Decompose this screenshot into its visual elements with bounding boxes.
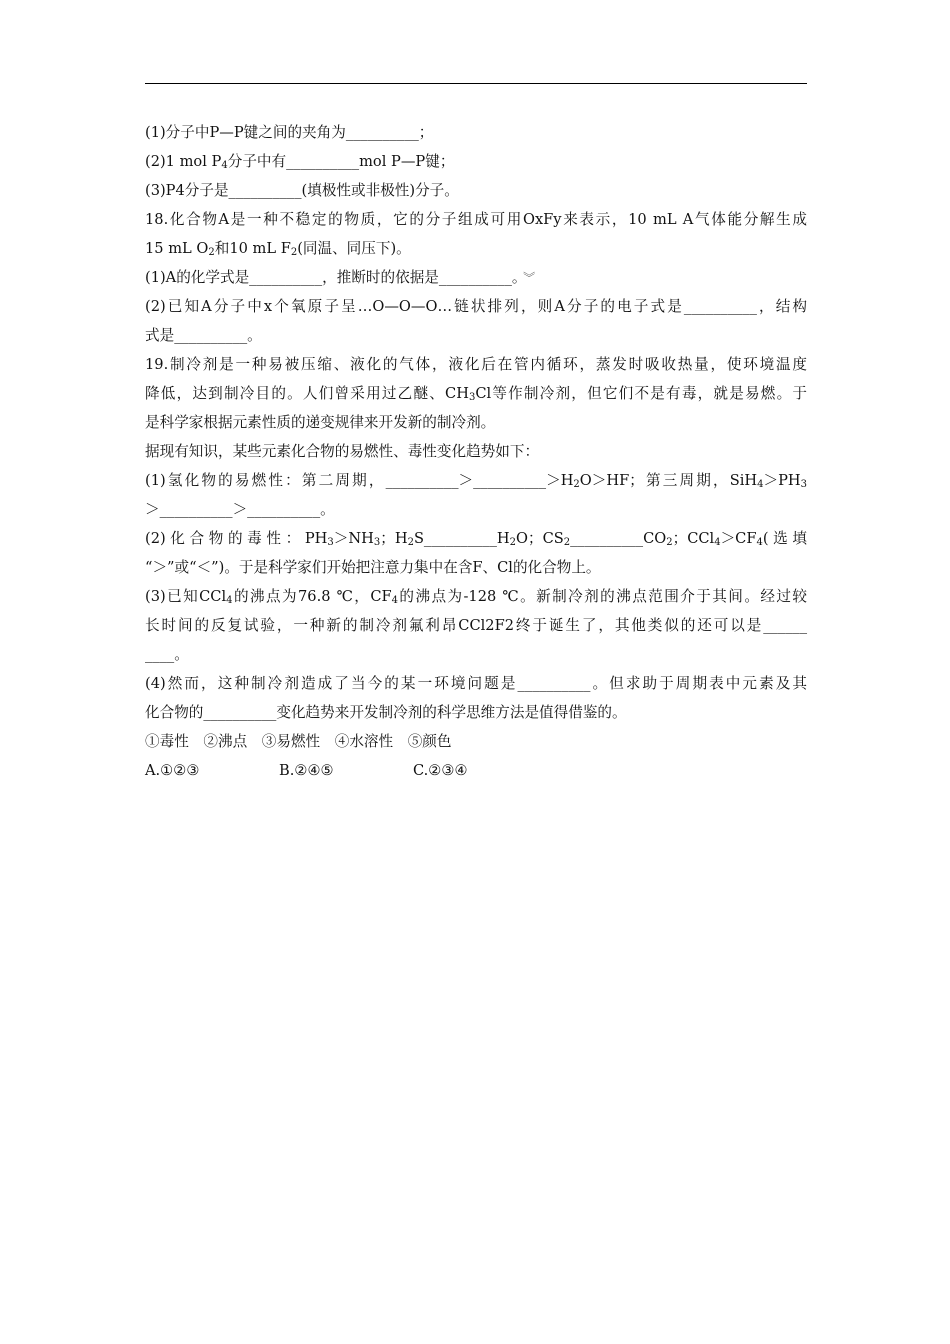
q19-part1-line1 [145, 466, 807, 495]
subscript: 4 [226, 595, 233, 606]
double-chevron-down-icon: ︾ [523, 271, 536, 285]
text: (3)已知CCl [145, 588, 227, 605]
text: 长时间的反复试验，一种新的制冷剂氟利昂CCl2F2终于诞生了，其他类似的还可以是______ [145, 617, 807, 634]
text: 式是__________。 [145, 327, 262, 344]
text: 的沸点为-128 ℃。新制冷剂的沸点范围介于其间。经过较 [398, 588, 807, 605]
subscript: 3 [468, 392, 476, 403]
subscript: 2 [509, 537, 517, 548]
subscript: 2 [407, 537, 414, 548]
text: 和10 mL F [214, 240, 291, 257]
text: (1)A的化学式是__________，推断时的依据是__________。 [145, 269, 520, 286]
text: __________CO [570, 530, 667, 547]
text: ＞__________＞__________。 [145, 501, 335, 518]
text: 18.化合物A是一种不稳定的物质，它的分子组成可用OxFy来表示，10 mL A气体能分解生成 [145, 211, 807, 228]
text: 据现有知识，某些元素化合物的易燃性、毒性变化趋势如下： [145, 443, 540, 460]
subscript: 3 [800, 479, 807, 490]
q18-stem-line2 [145, 234, 807, 263]
option-a: A.①②③ [145, 762, 200, 779]
q18-part2-line2 [145, 321, 807, 350]
q19-part1-line2 [145, 495, 807, 524]
q17-part2 [145, 147, 807, 176]
subscript: 3 [327, 537, 334, 548]
q17-part3 [145, 176, 807, 205]
subscript: 2 [573, 479, 580, 490]
subscript: 4 [756, 537, 763, 548]
subscript: 3 [373, 537, 381, 548]
text: 15 mL O [145, 240, 209, 257]
text: 19.制冷剂是一种易被压缩、液化的气体，液化后在管内循环，蒸发时吸收热量，使环境温度 [145, 356, 807, 373]
text: ；H [380, 530, 408, 547]
text: 是科学家根据元素性质的递变规律来开发新的制冷剂。 [145, 414, 496, 431]
text: (3)P4分子是__________(填极性或非极性)分子。 [145, 182, 459, 199]
text: S__________H [413, 530, 510, 547]
text: ＞NH [333, 530, 374, 547]
subscript: 4 [221, 160, 228, 171]
q19-part4-line1 [145, 669, 807, 698]
text: (4)然而，这种制冷剂造成了当今的某一环境问题是__________。但求助于周期表中元素及其 [145, 675, 807, 692]
answer-options [145, 756, 807, 785]
option-b: B.②④⑤ [279, 762, 334, 779]
document-body [145, 118, 807, 785]
text: ＞CF [720, 530, 757, 547]
text: ①毒性 ②沸点 ③易燃性 ④水溶性 ⑤颜色 [145, 733, 452, 750]
text: 的沸点为76.8 ℃，CF [232, 588, 392, 605]
header-rule [145, 83, 807, 84]
subscript: 4 [757, 479, 764, 490]
text: (2)化合物的毒性：PH [145, 530, 328, 547]
q19-property-list [145, 727, 807, 756]
text: Cl等作制冷剂，但它们不是有毒，就是易燃。于 [475, 385, 807, 402]
q17-part1 [145, 118, 807, 147]
text: (1)分子中P—P键之间的夹角为__________； [145, 124, 434, 141]
subscript: 2 [290, 247, 298, 258]
text: O＞HF；第三周期，SiH [579, 472, 758, 489]
q19-intro [145, 437, 807, 466]
text: (同温、同压下)。 [297, 240, 411, 257]
text: 化合物的__________变化趋势来开发制冷剂的科学思维方法是值得借鉴的。 [145, 704, 627, 721]
q18-stem-line1 [145, 205, 807, 234]
text: O；CS [516, 530, 564, 547]
text: (1)氢化物的易燃性：第二周期，__________＞__________＞H [145, 472, 574, 489]
subscript: 4 [391, 595, 398, 606]
q19-part3-line1 [145, 582, 807, 611]
q19-stem-line2 [145, 379, 807, 408]
subscript: 2 [563, 537, 571, 548]
q19-part3-line3 [145, 640, 807, 669]
subscript: 2 [666, 537, 673, 548]
q19-part2-line1 [145, 524, 807, 553]
text: (2)已知A分子中x个氧原子呈…O—O—O…链状排列，则A分子的电子式是__________，结构 [145, 298, 807, 315]
subscript: 4 [714, 537, 721, 548]
q18-part2-line1 [145, 292, 807, 321]
text: 分子中有__________mol P—P键； [227, 153, 455, 170]
subscript: 2 [208, 247, 215, 258]
q19-stem-line3 [145, 408, 807, 437]
text: ；CCl [672, 530, 715, 547]
q19-part4-line2 [145, 698, 807, 727]
text: ____。 [145, 646, 189, 663]
text: (2)1 mol P [145, 153, 222, 170]
option-c: C.②③④ [413, 762, 468, 779]
q19-stem-line1 [145, 350, 807, 379]
q19-part3-line2 [145, 611, 807, 640]
text: ＞PH [763, 472, 801, 489]
q18-part1 [145, 263, 807, 292]
text: “＞”或“＜”)。于是科学家们开始把注意力集中在含F、Cl的化合物上。 [145, 559, 601, 576]
q19-part2-line2 [145, 553, 807, 582]
text: 降低，达到制冷目的。人们曾采用过乙醚、CH [145, 385, 469, 402]
text: (选填 [762, 530, 807, 547]
